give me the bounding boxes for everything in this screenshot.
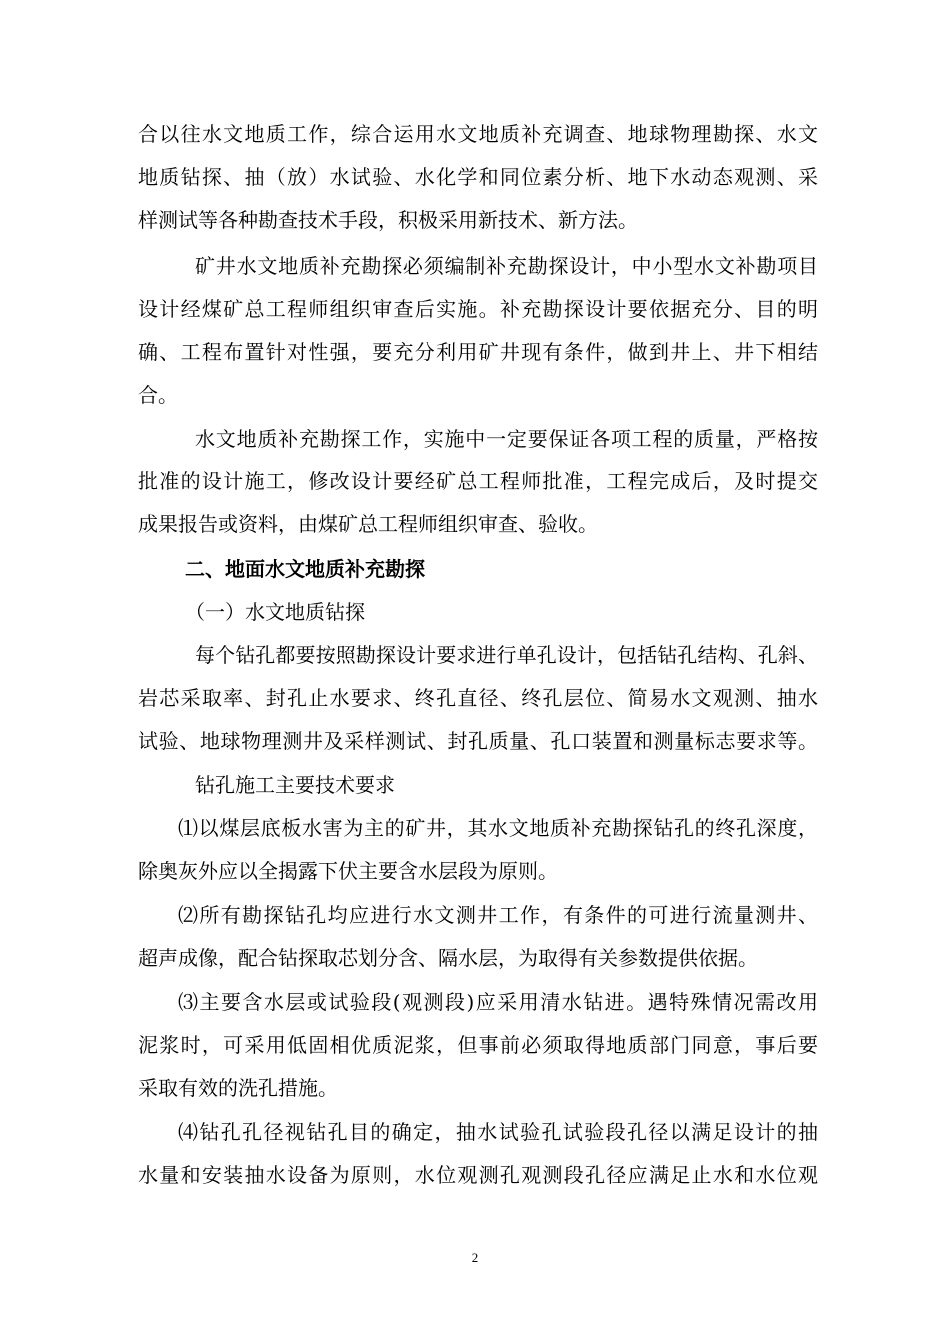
paragraph-line: 合以往水文地质工作，综合运用水文地质补充调查、地球物理勘探、水文	[138, 122, 818, 146]
paragraph-line: 样测试等各种勘查技术手段，积极采用新技术、新方法。	[138, 208, 638, 232]
section-heading: 二、地面水文地质补充勘探	[185, 557, 425, 581]
requirements-title: 钻孔施工主要技术要求	[195, 773, 395, 797]
page-number: 2	[471, 1250, 479, 1265]
list-item-line: 采取有效的洗孔措施。	[138, 1076, 338, 1100]
list-item-line: ⑷钻孔孔径视钻孔目的确定，抽水试验孔试验段孔径以满足设计的抽	[178, 1120, 818, 1144]
paragraph-line: 合。	[138, 383, 178, 407]
paragraph-line: 矿井水文地质补充勘探必须编制补充勘探设计，中小型水文补勘项目	[195, 254, 818, 278]
list-item-line: ⑴以煤层底板水害为主的矿井，其水文地质补充勘探钻孔的终孔深度，	[178, 816, 818, 840]
paragraph-line: 水文地质补充勘探工作，实施中一定要保证各项工程的质量，严格按	[195, 427, 818, 451]
list-item-line: ⑵所有勘探钻孔均应进行水文测井工作，有条件的可进行流量测井、	[178, 903, 818, 927]
list-item-line: 水量和安装抽水设备为原则，水位观测孔观测段孔径应满足止水和水位观	[138, 1163, 818, 1187]
paragraph-line: 设计经煤矿总工程师组织审查后实施。补充勘探设计要依据充分、目的明	[138, 297, 818, 321]
list-item-line: 泥浆时，可采用低固相优质泥浆，但事前必须取得地质部门同意，事后要	[138, 1033, 818, 1057]
list-item-line: 超声成像，配合钻探取芯划分含、隔水层，为取得有关参数提供依据。	[138, 946, 758, 970]
paragraph-line: 岩芯采取率、封孔止水要求、终孔直径、终孔层位、简易水文观测、抽水	[138, 686, 818, 710]
subsection-heading: （一）水文地质钻探	[185, 600, 365, 624]
paragraph-line: 地质钻探、抽（放）水试验、水化学和同位素分析、地下水动态观测、采	[138, 165, 818, 189]
list-item-line: ⑶主要含水层或试验段(观测段)应采用清水钻进。遇特殊情况需改用	[178, 990, 818, 1014]
paragraph-line: 试验、地球物理测井及采样测试、封孔质量、孔口装置和测量标志要求等。	[138, 729, 818, 753]
paragraph-line: 确、工程布置针对性强，要充分利用矿井现有条件，做到井上、井下相结	[138, 340, 818, 364]
list-item-line: 除奥灰外应以全揭露下伏主要含水层段为原则。	[138, 859, 558, 883]
paragraph-line: 批准的设计施工，修改设计要经矿总工程师批准，工程完成后，及时提交	[138, 469, 818, 493]
paragraph-line: 每个钻孔都要按照勘探设计要求进行单孔设计，包括钻孔结构、孔斜、	[195, 643, 818, 667]
paragraph-line: 成果报告或资料，由煤矿总工程师组织审查、验收。	[138, 512, 598, 536]
